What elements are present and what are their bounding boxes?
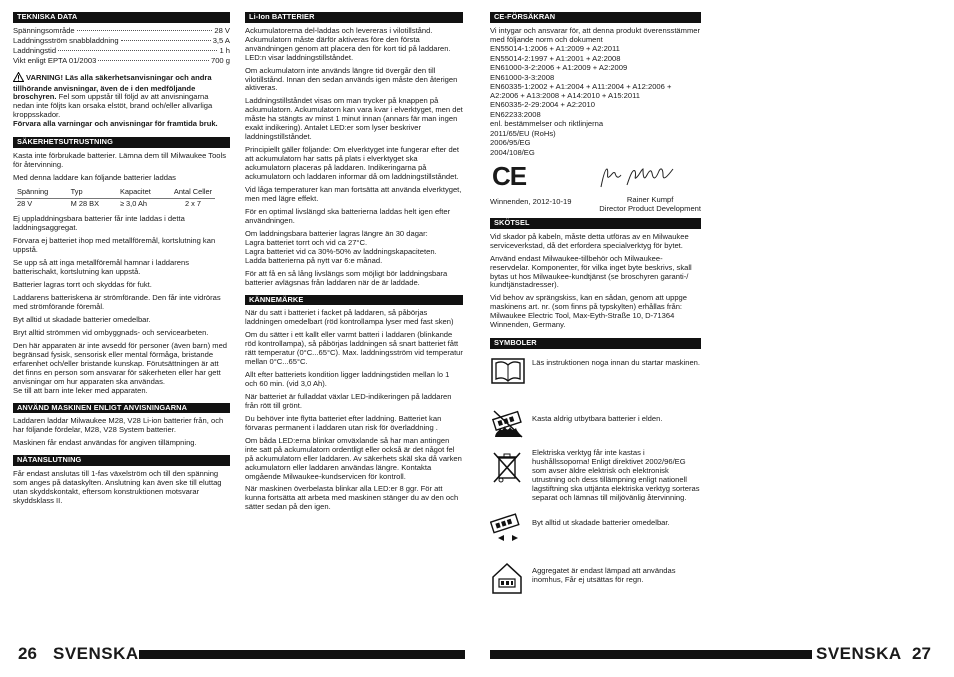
li-ion-heading: Li-Ion BATTERIER <box>245 12 463 23</box>
spec-value: 3,5 A <box>212 35 230 45</box>
language-label-left: SVENSKA <box>53 644 139 663</box>
paragraph: Maskinen får endast användas för angiven tillämpning. <box>13 438 197 448</box>
symbol-row <box>490 357 701 393</box>
symbol-text: Läs instruktionen noga innan du startar maskinen. <box>532 357 701 367</box>
paragraph: Använd endast Milwaukee-tillbehör och Milwaukee-reservdelar. Komponenter, för vilka inget byte beskrivs, skall bytas ut hos Milwaukee-kundtjänst (se broschyren garanti-/ kundtjänstadresser). <box>490 253 692 290</box>
signer-title: Director Product Development <box>599 204 701 214</box>
middle-column <box>245 12 463 516</box>
paragraph: Om båda LED:erna blinkar omväxlande så har man antingen inte satt på ackumulatorn ordentligt eller också är det något fel på ackumulatorn eller laddaren. Av säkerhets skäl ska då varken ackumulatorn eller laddaren användas längre. Kontakta omgående Milwaukee-kundservicen för kontroll. <box>245 435 462 481</box>
table-cell: ≥ 3,0 Ah <box>119 198 148 208</box>
paragraph: Vid skador på kabeln, måste detta utföras av en Milwaukee serviceverkstad, då det erfordera specialverktyg för bytet. <box>490 231 689 250</box>
paragraph: Om du sätter i ett kallt eller varmt batteri i laddaren (blinkande röd kontrollampa), så påbörjas laddningen så snart batteriet fått rätt temperatur (0°C...65°C). Max. laddningsström vid temperatur mellan 0°C...65°C. <box>245 330 463 367</box>
paragraph: Byt alltid ut skadade batterier omedelbar. <box>13 314 151 324</box>
footer-bar-right <box>490 650 812 659</box>
language-label-right: SVENSKA <box>816 644 902 663</box>
symbol-text: Byt alltid ut skadade batterier omedelbar. <box>532 517 670 527</box>
ce-declaration <box>490 27 701 158</box>
paragraph: Laddningstillståndet visas om man trycker på knappen på ackumulatorn. Ackumulatorn kan vara kvar i elverktyget, men det måste ha stängts av minst 1 minut innan (annars fär man ingen exakt indikering). Antalet LED:er som lyser beskriver laddningstillståndet. <box>245 96 463 142</box>
symbols-heading: SYMBOLER <box>490 338 701 349</box>
paragraph: För att få en så lång livslängs som möjligt bör laddningsbara batterier avlägsnas från laddaren när de är laddade. <box>245 268 448 287</box>
spec-label: Vikt enligt EPTA 01/2003 <box>13 55 97 65</box>
spec-label: Laddningsström snabbladdning <box>13 35 119 45</box>
spec-list <box>13 27 230 66</box>
paragraph: Om laddningsbara batterier lagras längre än 30 dagar: Lagra batteriet torrt och vid ca 27°C. Lagra batteriet vid ca 30%-50% av laddningskapaciteten. Ladda batterierna på nytt var 6:e månad. <box>245 228 437 265</box>
paragraph: Laddaren laddar Milwaukee M28, V28 Li-ion batterier från, och har följande fördelar, M28, V28 System batterier. <box>13 416 224 435</box>
crossed-bin-icon <box>490 449 526 485</box>
signature-image <box>597 165 681 194</box>
paragraph: Bryt alltid strömmen vid ombyggnads- och servicearbeten. <box>13 327 209 337</box>
paragraph: Ej uppladdningsbara batterier får inte laddas i detta laddningsaggregat. <box>13 214 185 233</box>
spec-row <box>13 57 230 66</box>
table-header: Antal Celler <box>171 187 215 198</box>
spec-value: 28 V <box>214 25 230 35</box>
battery-fire-icon <box>490 407 526 443</box>
paragraph: Får endast anslutas till 1-fas växelström och till den spänning som anges på dataskylten. Anslutning kan även ske till eluttag utan skyddskontakt, eftersom konstruktionen motsvarar skyddsklass II. <box>13 468 222 505</box>
paragraph: Ackumulatorerna del-laddas och levereras i vilotillstånd. Ackumulatorn måste därför aktiveras före den första användningen genom att placera den för kort tid på laddaren. LED:n visar laddningstillståndet. <box>245 25 451 62</box>
symbol-text: Aggregatet är endast lämpad att användas inomhus, Får ej utsättas för regn. <box>532 565 676 584</box>
battery-table <box>15 187 215 209</box>
symbol-row <box>490 561 701 597</box>
spec-value: 1 h <box>219 45 230 55</box>
paragraph: Se upp så att inga metallföremål hamnar i laddarens batterischakt, kortslutning kan uppstå. <box>13 258 190 277</box>
paragraph: För en optimal livslängd ska batterierna laddas helt igen efter användningen. <box>245 206 451 225</box>
paragraph: Vid låga temperaturer kan man fortsätta att använda elverktyget, men med lägre effekt. <box>245 184 462 203</box>
usage-heading: ANVÄND MASKINEN ENLIGT ANVISNINGARNA <box>13 403 230 414</box>
ce-mark-logo: CE <box>492 161 527 192</box>
ce-line: EN60335-1:2002 + A1:2004 + A11:2004 + A12:2006 + A2:2006 + A13:2008 + A14:2010 + A15:2011 <box>490 81 672 100</box>
ce-heading: CE-FÖRSÄKRAN <box>490 12 701 23</box>
paragraph: Batterier lagras torrt och skyddas för fukt. <box>13 280 152 290</box>
book-icon <box>490 357 526 393</box>
safety-warning <box>13 72 230 130</box>
warning-bold-text: VARNING! Läs alla säkerhetsanvisningar och andra tillhörande anvisningar, även de i den medföljande broschyren. <box>13 72 212 102</box>
table-cell: M 28 BX <box>70 198 100 208</box>
page-number-right: 27 <box>912 644 931 663</box>
footer-bar-left <box>139 650 465 659</box>
paragraph: När maskinen överbelasta blinkar alla LED:er 8 ggr. För att kunna fortsätta att arbeta med maskinen stänger du av den och sätter sedan på den igen. <box>245 484 459 512</box>
paragraph: Med denna laddare kan följande batterier laddas <box>13 172 176 182</box>
ce-line: EN61000-3-3:2008 <box>490 72 555 82</box>
safety-heading: SÄKERHETSUTRUSTNING <box>13 137 230 148</box>
ce-line: EN62233:2008 <box>490 109 541 119</box>
indicator-heading: KÄNNEMÄRKE <box>245 295 463 306</box>
ce-line: EN55014-2:1997 + A1:2001 + A2:2008 <box>490 53 621 63</box>
table-header: Spänning <box>15 187 69 198</box>
ce-line: EN61000-3-2:2006 + A1:2009 + A2:2009 <box>490 63 628 73</box>
ce-line: EN55014-1:2006 + A1:2009 + A2:2011 <box>490 44 620 54</box>
ce-line: 2006/95/EG <box>490 138 531 148</box>
left-column <box>13 12 230 510</box>
right-column <box>490 12 701 603</box>
symbol-row <box>490 511 701 547</box>
ce-line: enl. bestämmelser och riktlinjerna <box>490 119 604 129</box>
ce-line: 2011/65/EU (RoHs) <box>490 128 556 138</box>
paragraph: När batteriet är fulladdat växlar LED-indikeringen på laddaren från rött till grönt. <box>245 391 452 410</box>
spec-value: 700 g <box>210 55 230 65</box>
warning-save-text: Förvara alla varningar och anvisningar för framtida bruk. <box>13 119 218 129</box>
spec-label: Laddningstid <box>13 45 57 55</box>
table-cell: 2 x 7 <box>184 198 202 208</box>
signer-name: Rainer Kumpf <box>626 195 674 205</box>
place-date: Winnenden, 2012-10-19 <box>490 197 572 207</box>
paragraph: Principiellt gäller följande: Om elverktyget inte fungerar efter det att ackumulatorn har satts på plats i elverktyget ska ackumulatorn placeras på laddaren. Indikeringarna på ackumulatorn och laddaren informar då om laddningstillståndet. <box>245 145 459 182</box>
paragraph: Den här apparaten är inte avsedd för personer (även barn) med begränsad fysisk, sensorisk eller mental förmåga, bristande erfarenhet och/eller bristande kunskap. Förutsättningen är att det finns en person som ansvarar för säkerheten eller har gett anvisningar om hur apparaten ska användas. Se till att barn inte leker med apparaten. <box>13 340 228 395</box>
symbol-text: Kasta aldrig utbytbara batterier i elden. <box>532 413 663 423</box>
battery-replace-icon <box>490 511 526 547</box>
signature-block <box>490 196 701 214</box>
table-header: Typ <box>69 187 118 198</box>
paragraph: Vid behov av sprängskiss, kan en sådan, genom att uppge maskinens art. nr. (som finns på typskylten) erhållas från: Milwaukee Electric Tool, Max-Eyth-Straße 10, D-71364 Winnenden, Germany. <box>490 293 688 330</box>
paragraph: Laddarens batteriskena är strömförande. Den får inte vidröras med strömförande föremål. <box>13 293 221 311</box>
indoor-house-icon <box>490 561 526 597</box>
spec-row <box>13 37 230 46</box>
ce-line: EN60335-2-29:2004 + A2:2010 <box>490 100 595 110</box>
paragraph: När du satt i batteriet i facket på laddaren, så påbörjas laddningen omedelbart (röd kontrollampa lyser med fast sken) <box>245 308 454 327</box>
table-header: Kapacitet <box>118 187 171 198</box>
spec-row <box>13 47 230 56</box>
care-heading: SKÖTSEL <box>490 218 701 229</box>
table-cell: 28 V <box>17 198 33 208</box>
spec-label: Spänningsområde <box>13 25 75 35</box>
ce-line: 2004/108/EG <box>490 147 535 157</box>
symbol-row <box>490 449 701 503</box>
power-heading: NÄTANSLUTNING <box>13 455 230 466</box>
technical-data-heading: TEKNISKA DATA <box>13 12 230 23</box>
ce-line: Vi intygar och ansvarar för, att denna produkt överensstämmer med följande norm och dokument <box>490 25 701 44</box>
paragraph: Allt efter batteriets kondition ligger laddningstiden mellan lo 1 och 60 min. (vid 3,0 Ah). <box>245 369 450 388</box>
paragraph: Förvara ej batteriet ihop med metallföremål, kortslutning kan uppstå. <box>13 236 216 255</box>
symbol-row <box>490 407 701 443</box>
spec-row <box>13 27 230 36</box>
warning-text: Fel som uppstår till följd av att anvisningarna nedan inte följts kan orsaka elstöt, brand och/eller allvarliga kroppsskador. <box>13 92 213 120</box>
signer <box>599 196 701 214</box>
page-number-left: 26 <box>18 644 37 663</box>
paragraph: Kasta inte förbrukade batterier. Lämna dem till Milwaukee Tools för återvinning. <box>13 151 227 169</box>
symbol-text: Elektriska verktyg får inte kastas i hushållssoporna! Enligt direktivet 2002/96/EG som avser äldre elektrisk och elektronisk utrustning och dess tillämpning enligt nationell lagstiftning ska uttjänta elektriska verktyg sorteras separat och lämnas till miljövänlig återvinning. <box>532 447 700 502</box>
paragraph: Om ackumulatorn inte används längre tid övergår den till vilotillstånd. Innan den sedan används igen måste den återigen aktiveras. <box>245 65 458 93</box>
paragraph: Du behöver inte flytta batteriet efter laddning. Batteriet kan förvaras permanent i laddaren utan risk för överladdning . <box>245 413 442 432</box>
